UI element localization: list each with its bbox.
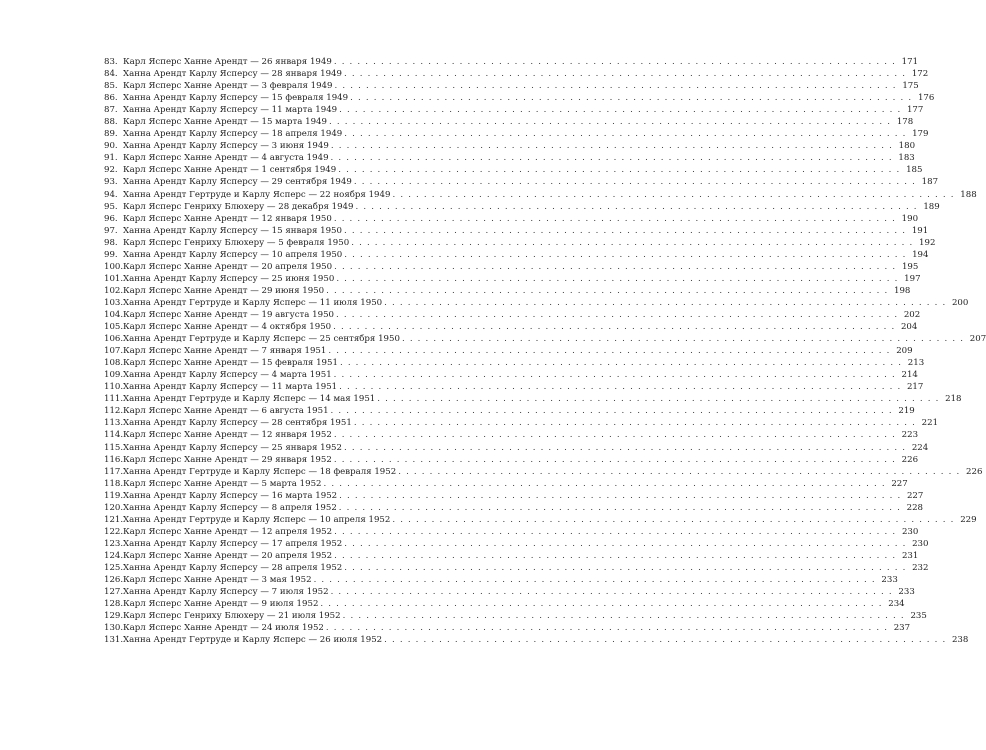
- toc-entry-number: 115.: [104, 442, 124, 453]
- toc-entry-number: 107.: [104, 346, 124, 357]
- dot-leader: [337, 381, 901, 393]
- toc-entry: [104, 345, 913, 357]
- toc-entry-number: 108.: [104, 358, 124, 369]
- toc-entry: [104, 598, 905, 610]
- toc-entry-page: 178: [896, 117, 914, 128]
- toc-entry-title: Карл Ясперс Ханне Арендт — 29 июня 1950: [123, 285, 325, 296]
- toc-entry-title: Ханна Арендт Карлу Ясперсу — 15 января 1950: [123, 225, 342, 236]
- toc-entry-number: 103.: [104, 297, 124, 308]
- toc-entry-page: 204: [900, 322, 918, 333]
- toc-entry-page: 226: [966, 466, 983, 477]
- dot-leader: [332, 526, 896, 538]
- toc-entry: [104, 56, 919, 68]
- toc-entry: [104, 502, 924, 514]
- toc-entry-title: Ханна Арендт Гертруде и Карлу Ясперс — 22 ноября 1949: [123, 189, 391, 200]
- toc-entry-page: 180: [898, 141, 916, 152]
- toc-entry-title: Ханна Арендт Карлу Ясперсу — 8 апреля 1952: [123, 502, 337, 513]
- toc-entry-title: Ханна Арендт Карлу Ясперсу — 15 февраля 1949: [123, 93, 349, 104]
- toc-entry-title: Карл Ясперс Генриху Блюхеру — 5 февраля 1950: [123, 237, 350, 248]
- toc-entry-number: 114.: [104, 430, 124, 441]
- toc-entry-number: 119.: [104, 490, 124, 501]
- dot-leader: [352, 417, 916, 429]
- toc-entry-title: Карл Ясперс Ханне Арендт — 5 марта 1952: [123, 478, 322, 489]
- toc-entry: [104, 68, 929, 80]
- toc-entry: [104, 104, 924, 116]
- toc-entry-page: 232: [912, 562, 929, 573]
- toc-entry-page: 187: [921, 177, 939, 188]
- dot-leader: [332, 261, 896, 273]
- toc-entry: [104, 201, 940, 213]
- toc-entry: [104, 116, 914, 128]
- dot-leader: [352, 176, 916, 188]
- toc-entry-number: 129.: [104, 611, 124, 622]
- toc-entry: [104, 213, 919, 225]
- toc-entry-number: 126.: [104, 575, 124, 586]
- toc-entry-number: 109.: [104, 370, 124, 381]
- dot-leader: [354, 201, 918, 213]
- toc-entry-number: 96.: [104, 213, 118, 224]
- table-of-contents: [104, 56, 986, 646]
- toc-entry-number: 113.: [104, 418, 124, 429]
- toc-entry-title: Карл Ясперс Ханне Арендт — 15 февраля 1951: [123, 358, 338, 369]
- toc-entry: [104, 333, 986, 345]
- toc-entry: [104, 309, 921, 321]
- toc-entry-page: 230: [901, 526, 919, 537]
- toc-entry-title: Карл Ясперс Ханне Арендт — 29 января 1952: [123, 454, 332, 465]
- toc-entry-number: 93.: [104, 177, 118, 188]
- toc-entry-number: 92.: [104, 165, 118, 176]
- toc-entry-title: Ханна Арендт Карлу Ясперсу — 11 марта 1949: [123, 105, 338, 116]
- toc-entry-number: 127.: [104, 587, 124, 598]
- toc-entry: [104, 128, 929, 140]
- toc-entry-number: 86.: [104, 93, 118, 104]
- dot-leader: [337, 490, 901, 502]
- toc-entry: [104, 610, 927, 622]
- toc-entry-page: 227: [906, 490, 924, 501]
- toc-entry-page: 177: [906, 105, 924, 116]
- toc-entry-number: 88.: [104, 117, 118, 128]
- toc-entry-title: Ханна Арендт Гертруде и Карлу Ясперс — 10 апреля 1952: [123, 514, 391, 525]
- dot-leader: [331, 321, 895, 333]
- toc-entry: [104, 442, 929, 454]
- toc-entry-page: 231: [901, 550, 919, 561]
- dot-leader: [329, 586, 893, 598]
- dot-leader: [332, 429, 896, 441]
- toc-entry-page: 233: [898, 587, 915, 598]
- dot-leader: [342, 68, 906, 80]
- dot-leader: [332, 550, 896, 562]
- dot-leader: [324, 285, 888, 297]
- toc-entry-title: Ханна Арендт Гертруде и Карлу Ясперс — 25 сентября 1950: [123, 334, 400, 345]
- toc-entry-page: 189: [923, 201, 940, 212]
- toc-entry-page: 191: [911, 225, 929, 236]
- toc-entry-page: 202: [903, 309, 921, 320]
- toc-entry-title: Карл Ясперс Ханне Арендт — 3 мая 1952: [123, 575, 312, 586]
- toc-entry-title: Ханна Арендт Карлу Ясперсу — 29 сентября 1949: [123, 177, 352, 188]
- toc-entry-number: 131.: [104, 635, 124, 646]
- toc-entry-title: Ханна Арендт Карлу Ясперсу — 25 июня 1950: [123, 273, 335, 284]
- dot-leader: [329, 152, 893, 164]
- toc-entry-page: 198: [893, 285, 911, 296]
- toc-entry-title: Карл Ясперс Ханне Арендт — 20 апреля 1952: [123, 550, 333, 561]
- toc-entry: [104, 454, 919, 466]
- toc-entry-title: Ханна Арендт Карлу Ясперсу — 28 апреля 1952: [123, 562, 343, 573]
- dot-leader: [332, 56, 896, 68]
- toc-entry-number: 87.: [104, 105, 118, 116]
- dot-leader: [382, 297, 946, 309]
- toc-entry-title: Карл Ясперс Ханне Арендт — 1 сентября 1949: [123, 165, 337, 176]
- toc-entry: [104, 514, 977, 526]
- dot-leader: [329, 140, 893, 152]
- toc-entry-title: Карл Ясперс Ханне Арендт — 26 января 1949: [123, 57, 332, 67]
- toc-entry-title: Карл Ясперс Генриху Блюхеру — 28 декабря 1949: [123, 201, 354, 212]
- dot-leader: [342, 538, 906, 550]
- toc-entry-title: Ханна Арендт Гертруде и Карлу Ясперс — 26 июля 1952: [123, 635, 383, 646]
- dot-leader: [334, 309, 898, 321]
- toc-entry-number: 118.: [104, 478, 124, 489]
- toc-entry: [104, 164, 923, 176]
- dot-leader: [338, 357, 902, 369]
- toc-entry-page: 219: [898, 406, 915, 417]
- toc-entry-page: 237: [893, 623, 911, 634]
- toc-entry: [104, 261, 919, 273]
- toc-entry-title: Карл Ясперс Ханне Арендт — 9 июля 1952: [123, 599, 319, 610]
- toc-entry-page: 200: [951, 297, 969, 308]
- dot-leader: [332, 213, 896, 225]
- toc-entry-title: Ханна Арендт Карлу Ясперсу — 28 января 1949: [123, 69, 342, 80]
- toc-entry-title: Карл Ясперс Ханне Арендт — 4 августа 1949: [123, 153, 329, 164]
- toc-entry-number: 110.: [104, 382, 124, 393]
- toc-entry-number: 104.: [104, 309, 124, 320]
- toc-entry: [104, 562, 929, 574]
- toc-entry: [104, 538, 929, 550]
- toc-entry-page: 234: [888, 599, 905, 610]
- toc-entry-number: 101.: [104, 273, 124, 284]
- toc-entry: [104, 381, 924, 393]
- toc-entry-title: Карл Ясперс Ханне Арендт — 20 апреля 1950: [123, 261, 333, 272]
- toc-entry-number: 112.: [104, 406, 124, 417]
- toc-entry-number: 121.: [104, 514, 124, 525]
- toc-entry-page: 228: [906, 502, 924, 513]
- toc-entry-title: Ханна Арендт Карлу Ясперсу — 7 июля 1952: [123, 587, 329, 598]
- toc-entry-number: 105.: [104, 322, 124, 333]
- dot-leader: [326, 345, 890, 357]
- toc-entry-page: 224: [911, 442, 929, 453]
- toc-entry: [104, 526, 919, 538]
- toc-entry: [104, 189, 977, 201]
- toc-entry: [104, 478, 908, 490]
- toc-entry: [104, 249, 929, 261]
- toc-entry-page: 229: [960, 514, 977, 525]
- toc-entry-title: Карл Ясперс Ханне Арендт — 15 марта 1949: [123, 117, 327, 128]
- dot-leader: [332, 454, 896, 466]
- toc-entry-title: Карл Ясперс Ханне Арендт — 12 января 1952: [123, 430, 332, 441]
- dot-leader: [400, 333, 964, 345]
- toc-entry-page: 190: [901, 213, 919, 224]
- dot-leader: [342, 442, 906, 454]
- toc-entry-number: 91.: [104, 153, 118, 164]
- toc-entry: [104, 92, 935, 104]
- toc-entry-number: 97.: [104, 225, 118, 236]
- dot-leader: [336, 164, 900, 176]
- toc-entry-number: 102.: [104, 285, 124, 296]
- toc-entry-number: 84.: [104, 69, 118, 80]
- toc-entry-number: 125.: [104, 562, 124, 573]
- toc-entry-page: 221: [921, 418, 939, 429]
- toc-entry: [104, 225, 929, 237]
- dot-leader: [396, 466, 960, 478]
- toc-entry-title: Ханна Арендт Гертруде и Карлу Ясперс — 11 июля 1950: [123, 297, 383, 308]
- toc-entry-page: 238: [951, 635, 969, 646]
- toc-entry-number: 94.: [104, 189, 118, 200]
- toc-entry-number: 124.: [104, 550, 124, 561]
- dot-leader: [337, 104, 901, 116]
- toc-entry: [104, 285, 911, 297]
- toc-entry-title: Ханна Арендт Карлу Ясперсу — 18 апреля 1949: [123, 129, 343, 140]
- toc-entry: [104, 357, 925, 369]
- toc-entry: [104, 622, 911, 634]
- toc-entry-number: 106.: [104, 334, 124, 345]
- dot-leader: [329, 405, 893, 417]
- toc-entry-title: Ханна Арендт Карлу Ясперсу — 25 января 1952: [123, 442, 342, 453]
- toc-entry: [104, 574, 898, 586]
- dot-leader: [342, 225, 906, 237]
- toc-entry: [104, 176, 939, 188]
- toc-entry-title: Карл Ясперс Ханне Арендт — 12 апреля 1952: [123, 526, 333, 537]
- toc-entry: [104, 152, 915, 164]
- toc-entry-page: 195: [901, 261, 919, 272]
- toc-entry-title: Карл Ясперс Ханне Арендт — 7 января 1951: [123, 346, 327, 357]
- toc-entry-page: 175: [902, 81, 919, 92]
- dot-leader: [348, 92, 912, 104]
- toc-entry-number: 95.: [104, 201, 118, 212]
- toc-entry-number: 83.: [104, 57, 118, 67]
- toc-entry-page: 185: [906, 165, 923, 176]
- toc-entry-number: 90.: [104, 141, 118, 152]
- toc-entry-title: Ханна Арендт Карлу Ясперсу — 11 марта 1951: [123, 382, 338, 393]
- dot-leader: [342, 249, 906, 261]
- toc-entry-title: Ханна Арендт Карлу Ясперсу — 16 марта 1952: [123, 490, 338, 501]
- toc-entry-title: Ханна Арендт Гертруде и Карлу Ясперс — 14 мая 1951: [123, 394, 376, 405]
- toc-entry-page: 192: [919, 237, 936, 248]
- toc-entry-number: 117.: [104, 466, 124, 477]
- toc-entry-number: 100.: [104, 261, 124, 272]
- toc-entry-page: 226: [901, 454, 919, 465]
- dot-leader: [322, 478, 886, 490]
- toc-entry-number: 128.: [104, 599, 124, 610]
- toc-entry-number: 89.: [104, 129, 118, 140]
- toc-entry-title: Карл Ясперс Генриху Блюхеру — 21 июля 1952: [123, 611, 341, 622]
- toc-entry-number: 123.: [104, 538, 124, 549]
- toc-entry: [104, 634, 969, 646]
- toc-entry-page: 207: [969, 334, 986, 345]
- toc-entry: [104, 237, 936, 249]
- dot-leader: [342, 128, 906, 140]
- dot-leader: [327, 116, 891, 128]
- toc-entry-page: 235: [910, 611, 927, 622]
- toc-entry-page: 227: [891, 478, 908, 489]
- toc-entry-title: Карл Ясперс Ханне Арендт — 19 августа 1950: [123, 309, 335, 320]
- toc-entry-title: Ханна Арендт Карлу Ясперсу — 4 марта 1951: [123, 370, 332, 381]
- dot-leader: [332, 369, 896, 381]
- toc-entry: [104, 369, 918, 381]
- toc-entry-page: 197: [904, 273, 921, 284]
- toc-entry-number: 130.: [104, 623, 124, 634]
- toc-entry-page: 218: [945, 394, 962, 405]
- toc-entry: [104, 297, 969, 309]
- toc-entry-title: Ханна Арендт Гертруде и Карлу Ясперс — 18 февраля 1952: [123, 466, 397, 477]
- toc-entry-title: Карл Ясперс Ханне Арендт — 12 января 1950: [123, 213, 332, 224]
- toc-entry-title: Ханна Арендт Карлу Ясперсу — 10 апреля 1950: [123, 249, 343, 260]
- dot-leader: [341, 610, 905, 622]
- toc-entry-number: 111.: [104, 394, 124, 405]
- toc-entry-title: Карл Ясперс Ханне Арендт — 6 августа 1951: [123, 406, 329, 417]
- dot-leader: [334, 273, 898, 285]
- toc-entry: [104, 405, 915, 417]
- dot-leader: [324, 622, 888, 634]
- dot-leader: [375, 393, 939, 405]
- toc-entry-title: Карл Ясперс Ханне Арендт — 3 февраля 1949: [123, 81, 333, 92]
- dot-leader: [382, 634, 946, 646]
- toc-entry: [104, 466, 983, 478]
- toc-entry-title: Карл Ясперс Ханне Арендт — 4 октября 1950: [123, 322, 332, 333]
- dot-leader: [337, 502, 901, 514]
- dot-leader: [342, 562, 906, 574]
- toc-entry: [104, 80, 919, 92]
- toc-entry-page: 209: [896, 346, 913, 357]
- toc-entry: [104, 429, 919, 441]
- toc-entry-number: 122.: [104, 526, 124, 537]
- dot-leader: [332, 80, 896, 92]
- toc-entry-title: Ханна Арендт Карлу Ясперсу — 3 июня 1949: [123, 141, 329, 152]
- toc-entry-number: 116.: [104, 454, 124, 465]
- toc-entry-number: 120.: [104, 502, 124, 513]
- toc-entry-page: 214: [901, 370, 918, 381]
- toc-entry-page: 233: [881, 575, 898, 586]
- dot-leader: [390, 189, 954, 201]
- toc-entry: [104, 393, 962, 405]
- toc-entry-page: 183: [898, 153, 915, 164]
- toc-entry-page: 176: [917, 93, 935, 104]
- toc-entry: [104, 417, 939, 429]
- toc-entry: [104, 490, 924, 502]
- toc-entry: [104, 550, 919, 562]
- toc-entry-page: 171: [901, 57, 919, 67]
- toc-entry: [104, 273, 921, 285]
- dot-leader: [318, 598, 882, 610]
- toc-entry: [104, 321, 918, 333]
- toc-entry-page: 194: [912, 249, 929, 260]
- dot-leader: [390, 514, 954, 526]
- toc-entry-page: 230: [912, 538, 929, 549]
- toc-entry-page: 217: [906, 382, 924, 393]
- toc-entry-title: Ханна Арендт Карлу Ясперсу — 28 сентября 1951: [123, 418, 352, 429]
- toc-entry: [104, 586, 915, 598]
- toc-entry-number: 85.: [104, 81, 118, 92]
- toc-entry: [104, 140, 916, 152]
- toc-entry-number: 98.: [104, 237, 118, 248]
- toc-entry-page: 213: [907, 358, 925, 369]
- toc-entry-page: 188: [960, 189, 977, 200]
- toc-entry-page: 172: [911, 69, 929, 80]
- toc-entry-number: 99.: [104, 249, 118, 260]
- dot-leader: [312, 574, 876, 586]
- toc-entry-title: Ханна Арендт Карлу Ясперсу — 17 апреля 1952: [123, 538, 343, 549]
- toc-entry-page: 179: [912, 129, 929, 140]
- toc-entry-title: Карл Ясперс Ханне Арендт — 24 июля 1952: [123, 623, 324, 634]
- dot-leader: [349, 237, 913, 249]
- toc-entry-page: 223: [901, 430, 919, 441]
